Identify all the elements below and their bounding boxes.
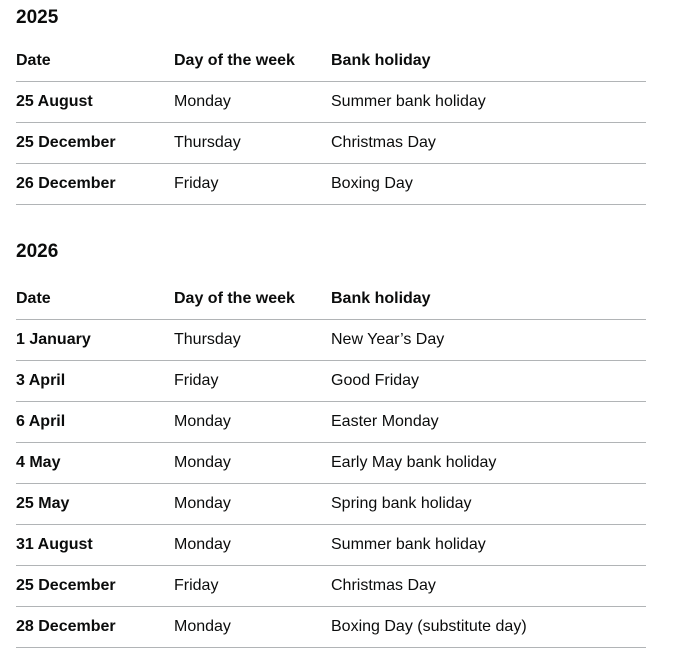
weekday-cell: Friday (174, 566, 331, 607)
date-cell: 26 December (16, 164, 174, 205)
column-header-date: Date (16, 41, 174, 82)
year-heading: 2025 (16, 7, 59, 28)
weekday-cell: Friday (174, 361, 331, 402)
column-header-weekday: Day of the week (174, 279, 331, 320)
table-body (16, 82, 646, 205)
holiday-name-cell: New Year’s Day (331, 320, 646, 361)
table-row (16, 566, 646, 607)
table-row (16, 164, 646, 205)
date-cell: 25 December (16, 566, 174, 607)
year-section-2025 (16, 0, 646, 205)
date-cell: 3 April (16, 361, 174, 402)
table-row (16, 320, 646, 361)
weekday-cell: Monday (174, 402, 331, 443)
date-cell: 25 May (16, 484, 174, 525)
date-cell: 25 August (16, 82, 174, 123)
table-row (16, 123, 646, 164)
holiday-name-cell: Good Friday (331, 361, 646, 402)
year-section-2026 (16, 231, 646, 648)
date-cell: 31 August (16, 525, 174, 566)
table-row (16, 82, 646, 123)
table-header (16, 41, 646, 82)
header-row (16, 41, 646, 82)
table-body (16, 320, 646, 648)
table-row (16, 525, 646, 566)
column-header-holiday: Bank holiday (331, 279, 646, 320)
table-row (16, 443, 646, 484)
holiday-name-cell: Spring bank holiday (331, 484, 646, 525)
column-header-date: Date (16, 279, 174, 320)
date-cell: 28 December (16, 607, 174, 648)
header-row (16, 279, 646, 320)
weekday-cell: Monday (174, 607, 331, 648)
column-header-holiday: Bank holiday (331, 41, 646, 82)
table-row (16, 484, 646, 525)
table-row (16, 402, 646, 443)
weekday-cell: Monday (174, 484, 331, 525)
table-row (16, 607, 646, 648)
weekday-cell: Thursday (174, 320, 331, 361)
year-heading: 2026 (16, 241, 59, 262)
holiday-name-cell: Boxing Day (331, 164, 646, 205)
weekday-cell: Thursday (174, 123, 331, 164)
holiday-name-cell: Easter Monday (331, 402, 646, 443)
holiday-table (16, 41, 646, 205)
date-cell: 25 December (16, 123, 174, 164)
holiday-name-cell: Summer bank holiday (331, 525, 646, 566)
holiday-table (16, 279, 646, 648)
section-spacer (16, 205, 646, 231)
table-row (16, 361, 646, 402)
holiday-name-cell: Boxing Day (substitute day) (331, 607, 646, 648)
weekday-cell: Friday (174, 164, 331, 205)
date-cell: 6 April (16, 402, 174, 443)
date-cell: 1 January (16, 320, 174, 361)
weekday-cell: Monday (174, 525, 331, 566)
holiday-name-cell: Christmas Day (331, 566, 646, 607)
weekday-cell: Monday (174, 443, 331, 484)
column-header-weekday: Day of the week (174, 41, 331, 82)
date-cell: 4 May (16, 443, 174, 484)
holiday-name-cell: Early May bank holiday (331, 443, 646, 484)
weekday-cell: Monday (174, 82, 331, 123)
holiday-name-cell: Christmas Day (331, 123, 646, 164)
table-header (16, 279, 646, 320)
holiday-name-cell: Summer bank holiday (331, 82, 646, 123)
